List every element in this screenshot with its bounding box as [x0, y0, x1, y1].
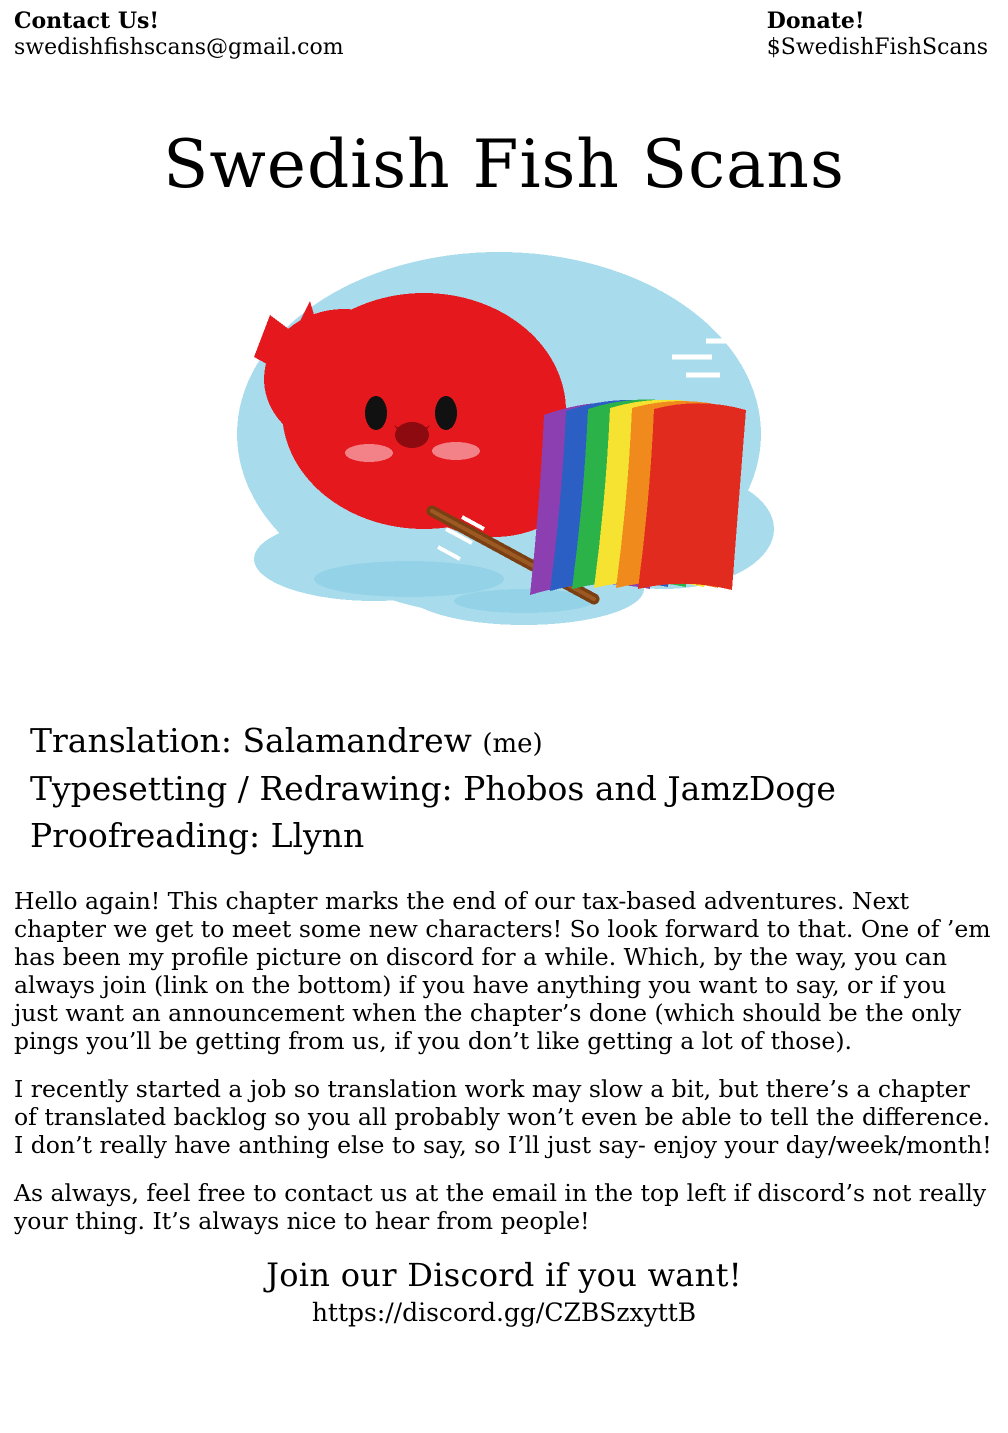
discord-invite-link[interactable]: https://discord.gg/CZBSzxyttB	[311, 1297, 697, 1327]
discord-invite-heading: Join our Discord if you want!	[266, 1255, 742, 1294]
credit-role-translation: Translation:	[30, 720, 232, 760]
credit-row-proofreading	[30, 812, 1008, 860]
contact-email[interactable]: swedishfishscans@gmail.com	[14, 34, 344, 60]
credit-role-typesetting: Typesetting / Redrawing:	[30, 768, 453, 808]
contact-block	[14, 8, 344, 62]
contact-heading: Contact Us!	[14, 8, 160, 34]
credit-row-typesetting	[30, 765, 1008, 813]
page-footer	[0, 1256, 1008, 1327]
translator-notes	[14, 888, 994, 1235]
note-paragraph: I recently started a job so translation work may slow a bit, but there’s a chapter of translated backlog so you all probably won’t even be able to tell the difference. I don’t really have anthing else to say, so I’ll just say- enjoy your day/week/month!	[14, 1074, 992, 1159]
donate-handle[interactable]: $SwedishFishScans	[766, 34, 988, 60]
credit-names-typesetting: Phobos and JamzDoge	[463, 768, 836, 808]
artwork-container	[0, 229, 1008, 679]
donate-block	[767, 8, 994, 62]
credit-names-proofreading: Llynn	[270, 816, 365, 856]
credit-row-translation	[30, 717, 1008, 765]
credit-role-proofreading: Proofreading:	[30, 816, 261, 856]
note-paragraph: Hello again! This chapter marks the end of our tax-based adventures. Next chapter we get to meet some new characters! So look forward to that. One of ’em has been my profile picture on discord for a while. Which, by the way, you can always join (link on the bottom) if you have anything you want to say, or if you just want an announcement when the chapter’s done (which should be the only pings you’ll be getting from us, if you don’t like getting a lot of those).	[14, 887, 991, 1055]
donate-heading: Donate!	[766, 8, 865, 34]
note-paragraph: As always, feel free to contact us at the email in the top left if discord’s not really your thing. It’s always nice to hear from people!	[14, 1178, 987, 1235]
credits-list	[30, 717, 1008, 861]
fish-mascot-artwork	[194, 229, 814, 679]
credit-names-translation: Salamandrew	[242, 720, 472, 760]
page-header	[0, 0, 1008, 62]
credit-suffix-translation: (me)	[482, 728, 543, 759]
fish-mascot-icon	[194, 229, 814, 679]
page-title: Swedish Fish Scans	[163, 125, 845, 203]
